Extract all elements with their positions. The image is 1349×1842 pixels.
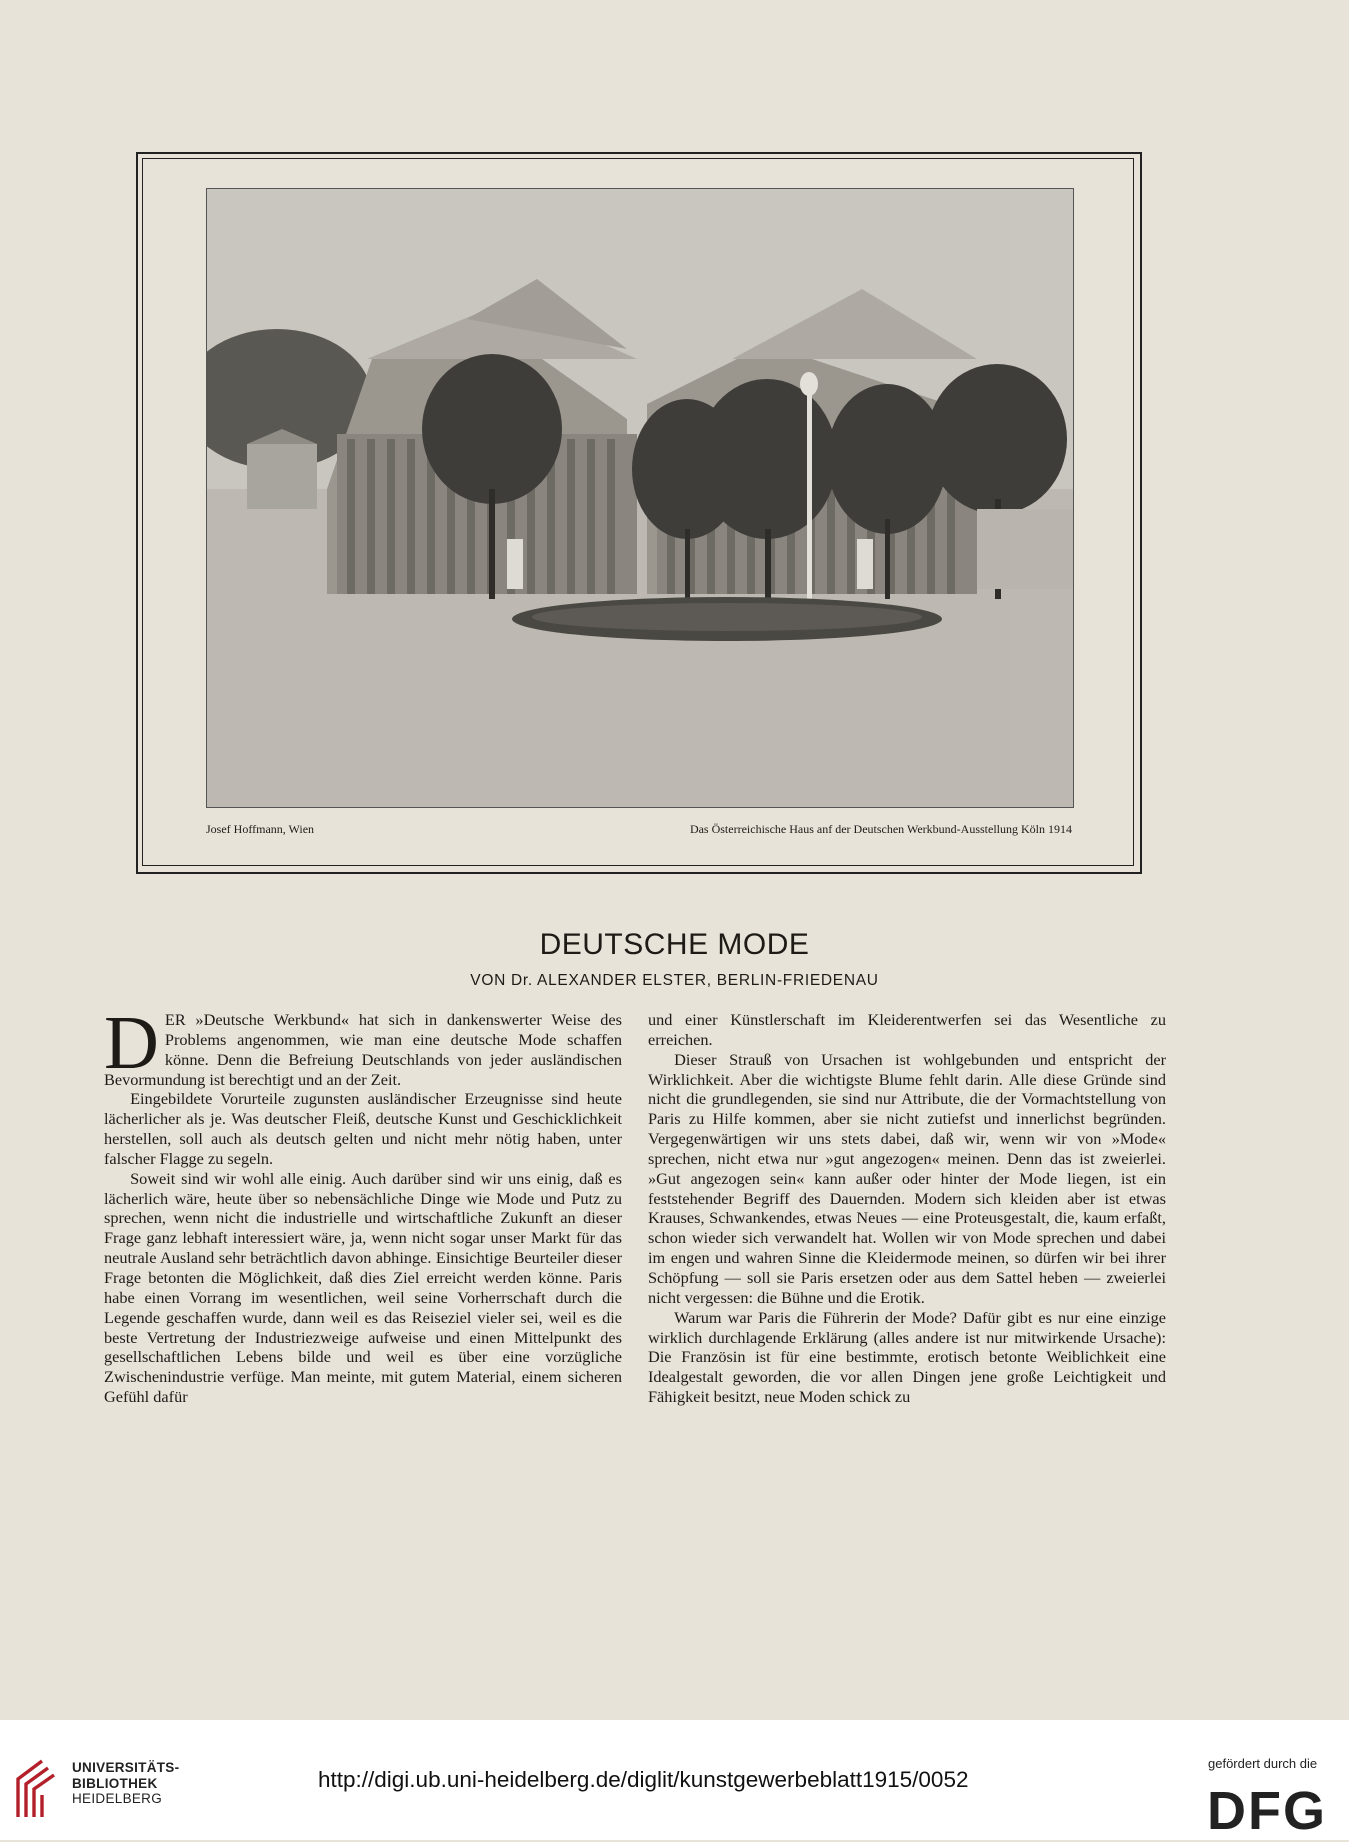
library-name: UNIVERSITÄTS- BIBLIOTHEK HEIDELBERG xyxy=(72,1760,180,1806)
exhibition-photo xyxy=(206,188,1074,808)
paragraph: und einer Künstlerschaft im Kleiderentwerfen sei das Wesentliche zu erreichen. xyxy=(648,1010,1166,1049)
text-column-right xyxy=(648,1010,1166,1407)
digitization-url-link[interactable]: http://digi.ub.uni-heidelberg.de/diglit/kunstgewerbeblatt1915/0052 xyxy=(318,1767,969,1792)
paragraph: Soweit sind wir wohl alle einig. Auch darüber sind wir uns einig, daß es lächerlich wäre, heute über so nebensächliche Dinge wie Mode und Putz zu sprechen, wenn nicht die industrielle und wirtschaftliche Zukunft an dieser Frage ganz lebhaft interessiert wäre, ja, wenn nicht sogar unser Markt für das neutrale Ausland sehr beträchtlich davon abhinge. Einsichtige Beurteiler dieser Frage betonten die Möglichkeit, daß dies Ziel erreicht werden könne. Paris habe einen Vorrang im wesentlichen, weil seine Vorherrschaft durch die Legende geschaffen wurde, dann weil es das Reiseziel vieler sei, weil es die beste Vertretung der Industriezweige aufweise und einen Mittelpunkt des gesellschaftlichen Lebens bilde und weil es über eine vorzügliche Zwischenindustrie verfüge. Man meinte, mit gutem Material, einem sicheren Gefühl dafür xyxy=(104,1168,622,1407)
dfg-logo: DFG xyxy=(1207,1781,1327,1841)
university-library-logo-icon xyxy=(12,1757,56,1819)
paragraph: Warum war Paris die Führerin der Mode? Dafür gibt es nur eine einzige wirklich durchlagende Erklärung (alles andere ist nur mitwirkende Ursache): Die Französin ist für eine bestimmte, erotisch betonte Weiblichkeit eine Idealgestalt geworden, die vor allen Dingen jene große Leichtigkeit und Fähigkeit besitzt, neue Moden schick zu xyxy=(648,1307,1166,1407)
building-photo-illustration xyxy=(207,189,1073,807)
paragraph: Dieser Strauß von Ursachen ist wohlgebunden und entspricht der Wirklichkeit. Aber die wichtigste Blume fehlt darin. Alle diese Gründe sind nicht die grundlegenden, sie sind nur Attribute, die der Vormachtstellung von Paris zu Hilfe kommen, aber sie nicht zutiefst und innerlichst begründen. Vergegenwärtigen wir uns stets dabei, daß wir, wenn wir von »Mode« sprechen, nicht etwa nur »gut angezogen« meinen. Denn das ist zweierlei. »Gut angezogen sein« kann außer oder hinter der Mode liegen, ist ein feststehender Begriff des Dauernden. Modern sich kleiden aber ist etwas Krauses, Schwankendes, etwas Neues — eine Proteusgestalt, die, kaum erfaßt, schon wieder sich verwandelt hat. Wollen wir von Mode sprechen und dabei im engen und wahren Sinne die Kleidermode meinen, so dürfen wir bei ihrer Schöpfung — soll sie Paris ersetzen oder aus dem Sattel heben — zweierlei nicht vergessen: die Bühne und die Erotik. xyxy=(648,1049,1166,1307)
figure-caption-artist: Josef Hoffmann, Wien xyxy=(206,822,315,836)
figure-caption-title: Das Österreichische Haus anf der Deutschen Werkbund-Ausstellung Köln 1914 xyxy=(689,822,1072,836)
dropcap: D xyxy=(104,1001,159,1085)
text-column-left xyxy=(104,1001,622,1407)
article-byline: VON Dr. ALEXANDER ELSTER, BERLIN-FRIEDENAU xyxy=(470,972,879,989)
paragraph: Eingebildete Vorurteile zugunsten ausländischer Erzeugnisse sind heute lächerlicher als je. Was deutscher Fleiß, deutsche Kunst und Geschicklichkeit herstellen, soll auch als deutsch gelten und nicht mehr nötig haben, unter falscher Flagge zu segeln. xyxy=(104,1089,622,1168)
funding-note: gefördert durch die xyxy=(1208,1756,1318,1771)
paragraph: DER »Deutsche Werkbund« hat sich in dankenswerter Weise des Problems angenommen, wie man eine deutsche Mode schaffen könne. Denn die Befreiung Deutschlands von jeder ausländischen Bevormundung ist berechtigt und an der Zeit. xyxy=(104,1001,622,1089)
article-title: DEUTSCHE MODE xyxy=(539,928,810,961)
